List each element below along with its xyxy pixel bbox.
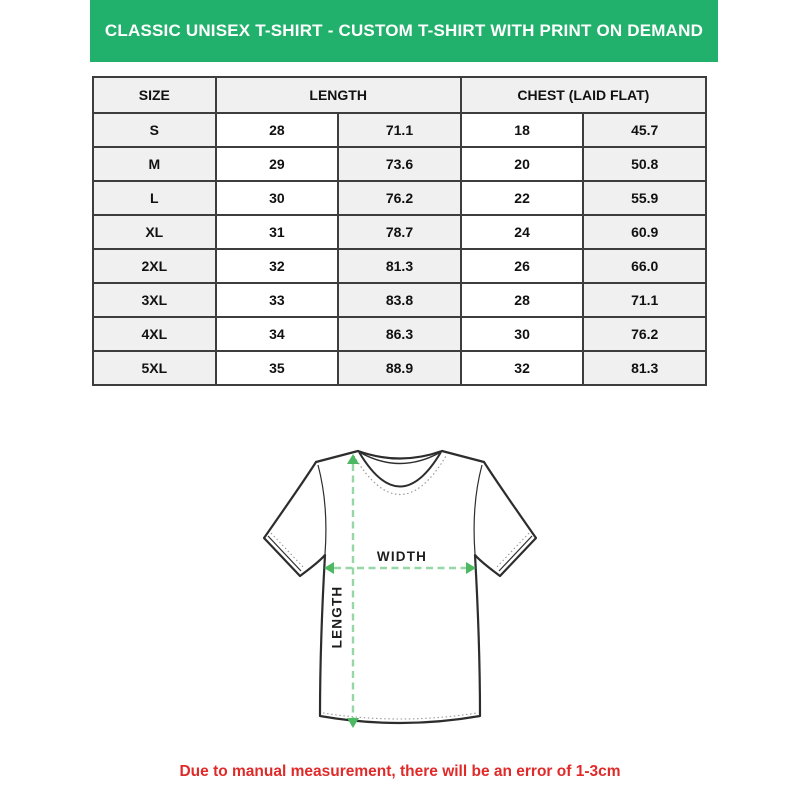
- size-cell: 4XL: [93, 317, 216, 351]
- size-cell: 3XL: [93, 283, 216, 317]
- table-row: [93, 283, 706, 317]
- size-table: [92, 76, 707, 386]
- size-cell: 2XL: [93, 249, 216, 283]
- chest-in-cell: 32: [461, 351, 584, 385]
- length-in-cell: 29: [216, 147, 339, 181]
- chest-cm-cell: 55.9: [583, 181, 706, 215]
- chest-cm-cell: 76.2: [583, 317, 706, 351]
- chest-in-cell: 18: [461, 113, 584, 147]
- size-cell: M: [93, 147, 216, 181]
- chest-in-cell: 28: [461, 283, 584, 317]
- table-row: [93, 215, 706, 249]
- length-cm-cell: 73.6: [338, 147, 461, 181]
- length-in-cell: 28: [216, 113, 339, 147]
- length-cm-cell: 88.9: [338, 351, 461, 385]
- table-row: [93, 113, 706, 147]
- title-banner: [90, 0, 718, 62]
- length-cm-cell: 78.7: [338, 215, 461, 249]
- length-in-cell: 34: [216, 317, 339, 351]
- chest-in-cell: 24: [461, 215, 584, 249]
- length-in-cell: 32: [216, 249, 339, 283]
- chest-in-cell: 26: [461, 249, 584, 283]
- length-cm-cell: 81.3: [338, 249, 461, 283]
- width-label: WIDTH: [376, 549, 428, 564]
- length-cm-cell: 71.1: [338, 113, 461, 147]
- chest-cm-cell: 71.1: [583, 283, 706, 317]
- measurement-note: Due to manual measurement, there will be an error of 1-3cm: [179, 763, 621, 780]
- chest-in-cell: 22: [461, 181, 584, 215]
- chest-cm-cell: 81.3: [583, 351, 706, 385]
- length-in-cell: 30: [216, 181, 339, 215]
- tshirt-measurement-diagram: [240, 425, 560, 765]
- length-cm-cell: 76.2: [338, 181, 461, 215]
- size-cell: S: [93, 113, 216, 147]
- table-row: [93, 317, 706, 351]
- table-row: [93, 249, 706, 283]
- size-cell: XL: [93, 215, 216, 249]
- column-header-length: LENGTH: [216, 77, 461, 113]
- size-cell: L: [93, 181, 216, 215]
- length-arrowhead-bottom: [347, 718, 359, 728]
- page-title: CLASSIC UNISEX T-SHIRT - CUSTOM T-SHIRT WITH PRINT ON DEMAND: [104, 21, 704, 40]
- length-cm-cell: 83.8: [338, 283, 461, 317]
- table-row: [93, 181, 706, 215]
- length-in-cell: 35: [216, 351, 339, 385]
- table-row: [93, 147, 706, 181]
- table-header-row: [93, 77, 706, 113]
- length-label: LENGTH: [329, 585, 345, 649]
- length-cm-cell: 86.3: [338, 317, 461, 351]
- chest-in-cell: 20: [461, 147, 584, 181]
- length-in-cell: 33: [216, 283, 339, 317]
- size-cell: 5XL: [93, 351, 216, 385]
- chest-in-cell: 30: [461, 317, 584, 351]
- column-header-chest: CHEST (LAID FLAT): [461, 77, 706, 113]
- chest-cm-cell: 45.7: [583, 113, 706, 147]
- chest-cm-cell: 66.0: [583, 249, 706, 283]
- column-header-size: SIZE: [93, 77, 216, 113]
- length-in-cell: 31: [216, 215, 339, 249]
- tshirt-outline: [264, 451, 536, 723]
- chest-cm-cell: 60.9: [583, 215, 706, 249]
- table-row: [93, 351, 706, 385]
- chest-cm-cell: 50.8: [583, 147, 706, 181]
